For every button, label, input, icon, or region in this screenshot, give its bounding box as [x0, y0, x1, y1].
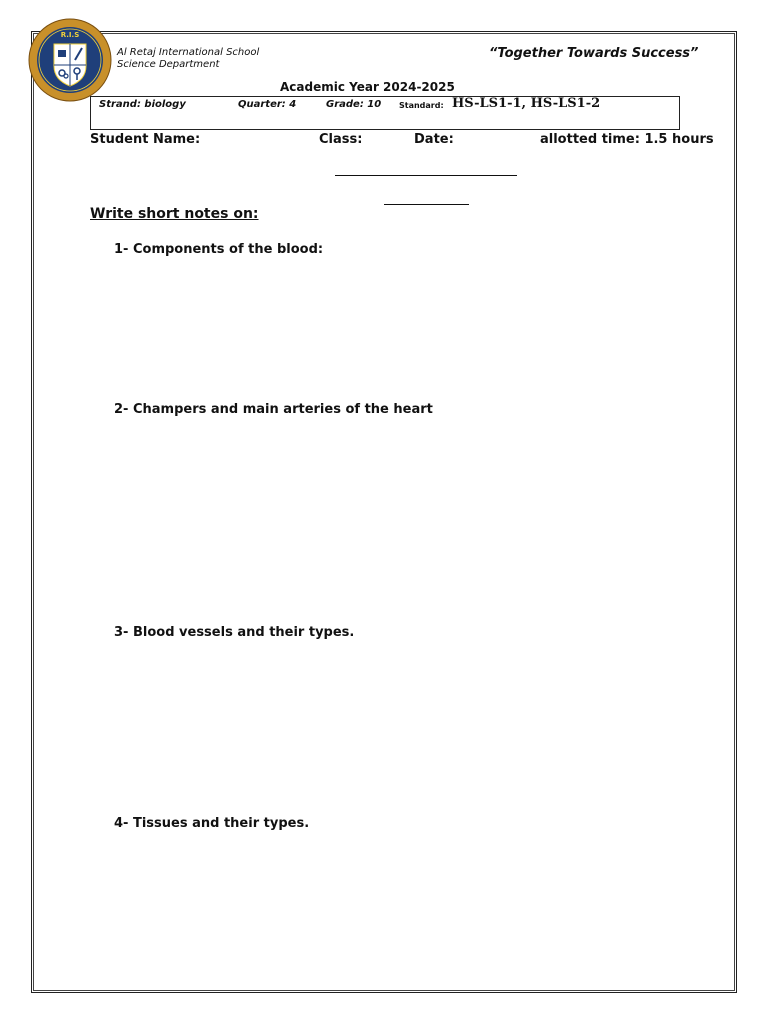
- student-name-label: Student Name:: [90, 132, 201, 147]
- standard-label: Standard:: [399, 101, 444, 110]
- quarter-label: Quarter: 4: [238, 99, 297, 110]
- standard-value: HS-LS1-1, HS-LS1-2: [452, 96, 601, 111]
- strand-label: Strand: biology: [99, 99, 186, 110]
- question-4: 4- Tissues and their types.: [114, 816, 310, 831]
- instruction-heading: Write short notes on:: [90, 206, 259, 222]
- title-rule-short: [384, 204, 469, 205]
- question-3: 3- Blood vessels and their types.: [114, 625, 355, 640]
- title-rule-long: [335, 175, 517, 176]
- academic-year: Academic Year 2024-2025: [280, 80, 455, 94]
- grade-label: Grade: 10: [326, 99, 382, 110]
- date-label: Date:: [414, 132, 454, 147]
- question-2: 2- Champers and main arteries of the heart: [114, 402, 433, 417]
- department-name: Science Department: [117, 59, 220, 70]
- school-logo: [28, 18, 112, 102]
- class-label: Class:: [319, 132, 363, 147]
- page-border-inner: [33, 33, 735, 991]
- question-1: 1- Components of the blood:: [114, 242, 324, 257]
- svg-text:R.I.S: R.I.S: [60, 31, 80, 39]
- allotted-time-label: allotted time: 1.5 hours: [540, 132, 714, 147]
- school-motto: “Together Towards Success”: [489, 46, 699, 61]
- school-name: Al Retaj International School: [117, 47, 260, 58]
- school-name-block: [117, 47, 259, 71]
